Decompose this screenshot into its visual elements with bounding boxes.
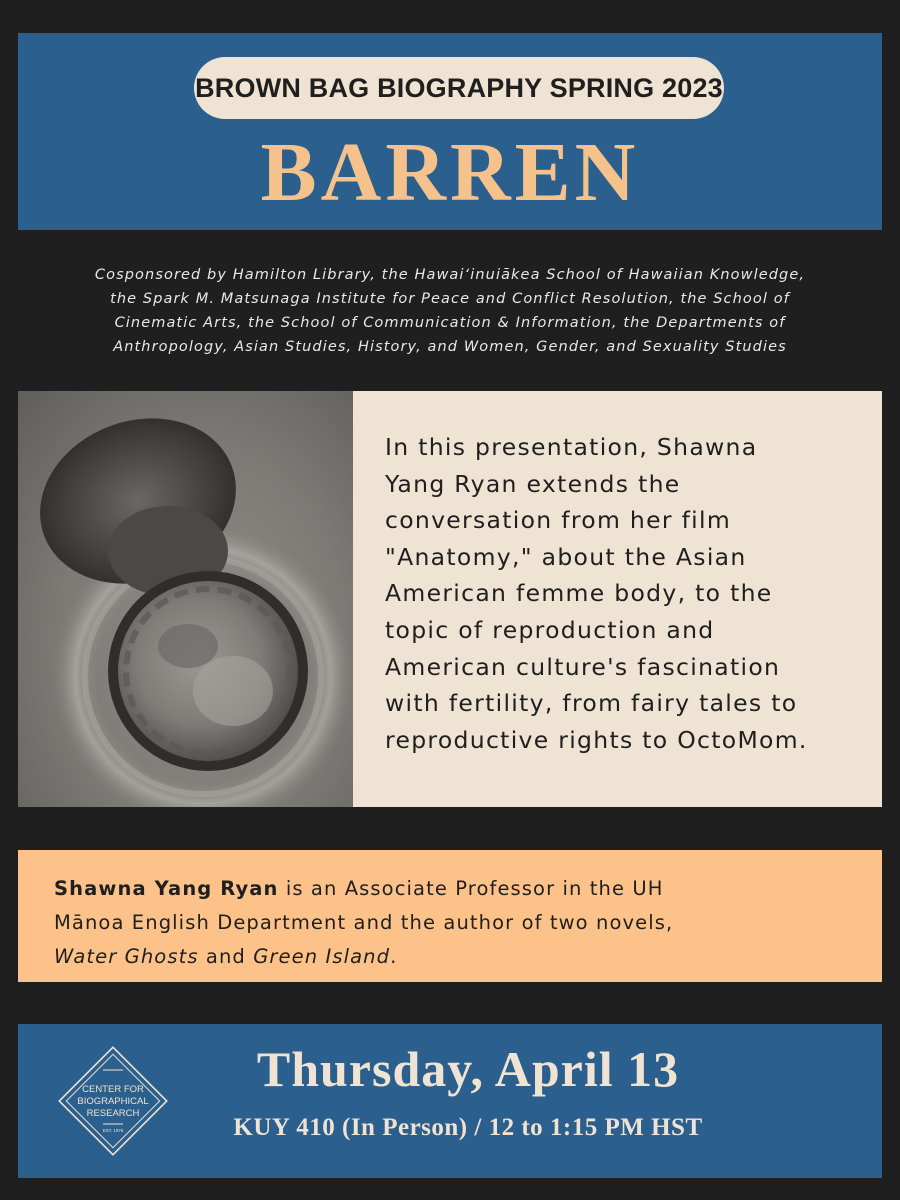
cosponsors-line: Cosponsored by Hamilton Library, the Hawaiʻinuiākea School of Hawaiian Knowledge, xyxy=(94,267,806,283)
bio-text: . xyxy=(390,945,398,968)
speaker-name: Shawna Yang Ryan xyxy=(54,877,279,900)
description-line: with fertility, from fairy tales to xyxy=(385,689,798,718)
logo-text: RESEARCH xyxy=(86,1108,140,1119)
microscope-blastocyst-image xyxy=(18,391,353,807)
cosponsors-text xyxy=(60,263,840,359)
header-band xyxy=(18,33,882,230)
description-line: conversation from her film xyxy=(385,506,732,535)
bio-line xyxy=(54,940,846,974)
description-line: American femme body, to the xyxy=(385,579,773,608)
cosponsors-line: Cinematic Arts, the School of Communication & Information, the Departments of xyxy=(114,315,786,331)
description-line: In this presentation, Shawna xyxy=(385,433,758,461)
novel-title: Water Ghosts xyxy=(54,945,199,968)
footer-band xyxy=(18,1024,882,1178)
bio-line: Mānoa English Department and the author of two novels, xyxy=(54,911,674,934)
logo-small-text: EST. 1976 xyxy=(102,1128,124,1133)
bio-text: is an Associate Professor in the UH xyxy=(278,877,664,900)
description-line: topic of reproduction and xyxy=(385,615,715,644)
logo-text: CENTER FOR xyxy=(82,1084,144,1095)
feature-panel xyxy=(18,391,882,807)
description-line: American culture's fascination xyxy=(385,652,781,681)
description-line: Yang Ryan extends the xyxy=(385,469,681,498)
description-line: "Anatomy," about the Asian xyxy=(385,542,747,571)
series-label: BROWN BAG BIOGRAPHY SPRING 2023 xyxy=(194,57,724,119)
speaker-bio xyxy=(18,850,882,982)
novel-title: Green Island xyxy=(253,945,391,968)
event-title: BARREN xyxy=(260,126,640,219)
center-logo xyxy=(58,1046,168,1156)
cosponsors-line: Anthropology, Asian Studies, History, and Women, Gender, and Sexuality Studies xyxy=(113,339,787,355)
description-text xyxy=(385,429,865,758)
event-location: KUY 410 (In Person) / 12 to 1:15 PM HST xyxy=(233,1114,703,1141)
bio-line xyxy=(54,872,846,906)
event-date: Thursday, April 13 xyxy=(256,1041,680,1097)
logo-text: BIOGRAPHICAL xyxy=(77,1096,149,1107)
cosponsors-line: the Spark M. Matsunaga Institute for Peace and Conflict Resolution, the School of xyxy=(110,291,790,307)
bio-text: and xyxy=(198,945,254,968)
description-line: reproductive rights to OctoMom. xyxy=(385,725,808,754)
cell-illustration xyxy=(18,391,353,807)
